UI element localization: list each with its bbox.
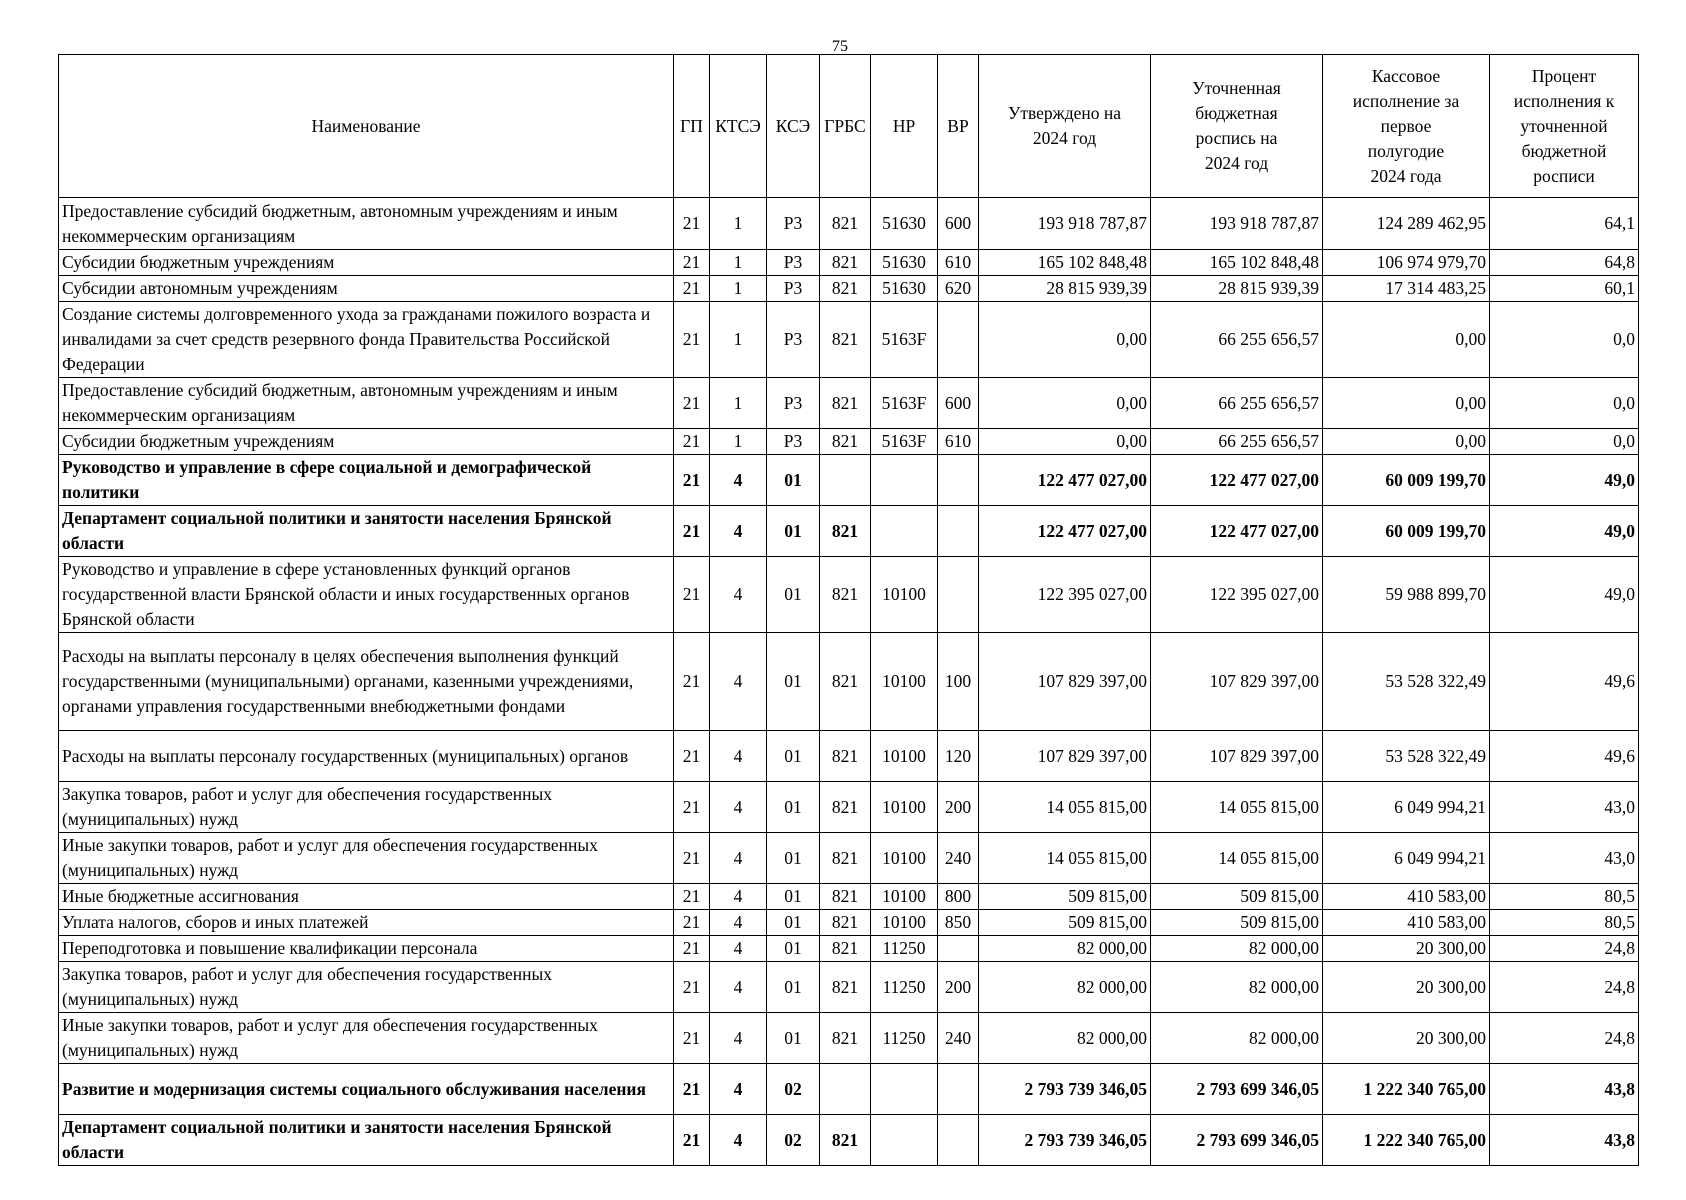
cell-refined: 193 918 787,87 (1151, 198, 1323, 250)
cell-grbs: 821 (820, 557, 871, 633)
cell-percent: 43,0 (1490, 782, 1639, 833)
cell-cash: 20 300,00 (1323, 1013, 1490, 1064)
cell-gp: 21 (674, 276, 710, 302)
header-refined: Уточненная бюджетная роспись на 2024 год (1151, 55, 1323, 198)
table-row (59, 557, 1639, 633)
cell-gp: 21 (674, 378, 710, 429)
cell-grbs: 821 (820, 910, 871, 936)
cell-approved: 509 815,00 (979, 910, 1151, 936)
cell-cash: 124 289 462,95 (1323, 198, 1490, 250)
cell-vr (938, 455, 979, 506)
cell-percent: 0,0 (1490, 302, 1639, 378)
cell-cash: 53 528 322,49 (1323, 731, 1490, 782)
cell-vr (938, 1064, 979, 1115)
cell-gp: 21 (674, 557, 710, 633)
cell-kse: 01 (767, 910, 820, 936)
cell-nr: 10100 (871, 557, 938, 633)
cell-percent: 60,1 (1490, 276, 1639, 302)
cell-gp: 21 (674, 633, 710, 731)
cell-percent: 49,6 (1490, 633, 1639, 731)
cell-kse: Р3 (767, 276, 820, 302)
cell-kse: 02 (767, 1115, 820, 1166)
cell-cash: 53 528 322,49 (1323, 633, 1490, 731)
cell-refined: 122 395 027,00 (1151, 557, 1323, 633)
header-approved: Утверждено на 2024 год (979, 55, 1151, 198)
cell-percent: 64,1 (1490, 198, 1639, 250)
cell-ktse: 1 (710, 378, 767, 429)
cell-name: Департамент социальной политики и занятости населения Брянской области (59, 1115, 674, 1166)
cell-nr: 10100 (871, 731, 938, 782)
cell-nr: 10100 (871, 884, 938, 910)
page-number: 75 (832, 38, 848, 55)
cell-ktse: 4 (710, 557, 767, 633)
cell-nr (871, 506, 938, 557)
cell-kse: Р3 (767, 250, 820, 276)
cell-kse: Р3 (767, 302, 820, 378)
cell-name: Расходы на выплаты персоналу в целях обеспечения выполнения функций государственными (муниципальными) органами, казенными учреждениями, органами управления государственными внебюджетными фондами (59, 633, 674, 731)
cell-kse: Р3 (767, 429, 820, 455)
cell-name: Предоставление субсидий бюджетным, автономным учреждениям и иным некоммерческим организациям (59, 198, 674, 250)
cell-ktse: 4 (710, 1013, 767, 1064)
cell-vr (938, 302, 979, 378)
cell-nr: 10100 (871, 833, 938, 884)
cell-gp: 21 (674, 962, 710, 1013)
table-row (59, 1115, 1639, 1166)
cell-cash: 6 049 994,21 (1323, 833, 1490, 884)
cell-vr (938, 1115, 979, 1166)
cell-grbs (820, 1064, 871, 1115)
cell-approved: 2 793 739 346,05 (979, 1064, 1151, 1115)
cell-name: Руководство и управление в сфере социальной и демографической политики (59, 455, 674, 506)
cell-name: Закупка товаров, работ и услуг для обеспечения государственных (муниципальных) нужд (59, 962, 674, 1013)
cell-gp: 21 (674, 936, 710, 962)
cell-refined: 28 815 939,39 (1151, 276, 1323, 302)
cell-ktse: 4 (710, 962, 767, 1013)
table-row (59, 1013, 1639, 1064)
cell-vr: 100 (938, 633, 979, 731)
cell-approved: 122 395 027,00 (979, 557, 1151, 633)
cell-cash: 106 974 979,70 (1323, 250, 1490, 276)
cell-approved: 82 000,00 (979, 962, 1151, 1013)
cell-vr: 120 (938, 731, 979, 782)
cell-ktse: 4 (710, 782, 767, 833)
cell-ktse: 1 (710, 429, 767, 455)
cell-refined: 122 477 027,00 (1151, 506, 1323, 557)
header-percent: Процент исполнения к уточненной бюджетной росписи (1490, 55, 1639, 198)
cell-grbs: 821 (820, 1013, 871, 1064)
cell-ktse: 1 (710, 302, 767, 378)
cell-approved: 82 000,00 (979, 936, 1151, 962)
cell-percent: 24,8 (1490, 1013, 1639, 1064)
cell-ktse: 4 (710, 506, 767, 557)
cell-nr (871, 1064, 938, 1115)
cell-cash: 6 049 994,21 (1323, 782, 1490, 833)
table-row (59, 276, 1639, 302)
table-row (59, 198, 1639, 250)
header-name: Наименование (59, 55, 674, 198)
cell-grbs: 821 (820, 506, 871, 557)
cell-nr: 10100 (871, 910, 938, 936)
cell-name: Предоставление субсидий бюджетным, автономным учреждениям и иным некоммерческим организациям (59, 378, 674, 429)
cell-cash: 1 222 340 765,00 (1323, 1115, 1490, 1166)
cell-nr (871, 1115, 938, 1166)
cell-vr (938, 557, 979, 633)
cell-name: Закупка товаров, работ и услуг для обеспечения государственных (муниципальных) нужд (59, 782, 674, 833)
cell-vr: 240 (938, 833, 979, 884)
cell-kse: 01 (767, 557, 820, 633)
cell-nr: 51630 (871, 198, 938, 250)
cell-percent: 0,0 (1490, 378, 1639, 429)
cell-grbs (820, 455, 871, 506)
table-row (59, 506, 1639, 557)
cell-nr: 51630 (871, 250, 938, 276)
cell-nr: 11250 (871, 936, 938, 962)
cell-percent: 49,0 (1490, 455, 1639, 506)
cell-refined: 165 102 848,48 (1151, 250, 1323, 276)
cell-refined: 107 829 397,00 (1151, 731, 1323, 782)
cell-vr (938, 936, 979, 962)
cell-kse: 01 (767, 1013, 820, 1064)
cell-grbs: 821 (820, 198, 871, 250)
table-row (59, 378, 1639, 429)
cell-ktse: 4 (710, 1115, 767, 1166)
cell-gp: 21 (674, 455, 710, 506)
header-cash: Кассовое исполнение за первое полугодие 2024 года (1323, 55, 1490, 198)
cell-nr: 10100 (871, 633, 938, 731)
cell-vr: 600 (938, 378, 979, 429)
header-ktse: КТСЭ (710, 55, 767, 198)
cell-grbs: 821 (820, 884, 871, 910)
cell-approved: 122 477 027,00 (979, 455, 1151, 506)
cell-ktse: 4 (710, 910, 767, 936)
cell-approved: 0,00 (979, 429, 1151, 455)
cell-gp: 21 (674, 250, 710, 276)
table-row (59, 936, 1639, 962)
cell-nr: 5163F (871, 302, 938, 378)
cell-cash: 410 583,00 (1323, 884, 1490, 910)
cell-refined: 14 055 815,00 (1151, 782, 1323, 833)
cell-cash: 0,00 (1323, 302, 1490, 378)
cell-gp: 21 (674, 1115, 710, 1166)
cell-percent: 64,8 (1490, 250, 1639, 276)
cell-refined: 82 000,00 (1151, 936, 1323, 962)
cell-gp: 21 (674, 1013, 710, 1064)
cell-nr (871, 455, 938, 506)
cell-grbs: 821 (820, 250, 871, 276)
cell-grbs: 821 (820, 633, 871, 731)
table-row (59, 633, 1639, 731)
cell-kse: 01 (767, 962, 820, 1013)
cell-kse: 02 (767, 1064, 820, 1115)
cell-ktse: 4 (710, 936, 767, 962)
cell-percent: 43,8 (1490, 1115, 1639, 1166)
cell-gp: 21 (674, 302, 710, 378)
cell-percent: 80,5 (1490, 910, 1639, 936)
cell-vr: 800 (938, 884, 979, 910)
cell-vr: 600 (938, 198, 979, 250)
cell-cash: 60 009 199,70 (1323, 506, 1490, 557)
cell-name: Переподготовка и повышение квалификации персонала (59, 936, 674, 962)
cell-gp: 21 (674, 782, 710, 833)
cell-grbs: 821 (820, 378, 871, 429)
cell-kse: 01 (767, 833, 820, 884)
cell-approved: 28 815 939,39 (979, 276, 1151, 302)
table-row (59, 250, 1639, 276)
cell-refined: 122 477 027,00 (1151, 455, 1323, 506)
cell-refined: 14 055 815,00 (1151, 833, 1323, 884)
cell-grbs: 821 (820, 302, 871, 378)
cell-ktse: 4 (710, 731, 767, 782)
cell-cash: 60 009 199,70 (1323, 455, 1490, 506)
cell-percent: 49,0 (1490, 506, 1639, 557)
cell-approved: 193 918 787,87 (979, 198, 1151, 250)
header-nr: НР (871, 55, 938, 198)
cell-kse: 01 (767, 884, 820, 910)
cell-ktse: 4 (710, 884, 767, 910)
cell-kse: 01 (767, 731, 820, 782)
cell-vr: 240 (938, 1013, 979, 1064)
table-row (59, 429, 1639, 455)
budget-table (58, 54, 1639, 1166)
table-row (59, 962, 1639, 1013)
table-row (59, 884, 1639, 910)
cell-grbs: 821 (820, 276, 871, 302)
cell-cash: 17 314 483,25 (1323, 276, 1490, 302)
cell-kse: Р3 (767, 198, 820, 250)
cell-name: Иные бюджетные ассигнования (59, 884, 674, 910)
cell-cash: 20 300,00 (1323, 936, 1490, 962)
table-row (59, 1064, 1639, 1115)
cell-gp: 21 (674, 429, 710, 455)
cell-gp: 21 (674, 884, 710, 910)
cell-cash: 0,00 (1323, 429, 1490, 455)
cell-nr: 10100 (871, 782, 938, 833)
cell-vr: 610 (938, 429, 979, 455)
cell-refined: 509 815,00 (1151, 884, 1323, 910)
cell-approved: 0,00 (979, 302, 1151, 378)
cell-ktse: 1 (710, 198, 767, 250)
cell-gp: 21 (674, 198, 710, 250)
cell-cash: 410 583,00 (1323, 910, 1490, 936)
cell-kse: 01 (767, 936, 820, 962)
table-row (59, 302, 1639, 378)
cell-approved: 107 829 397,00 (979, 731, 1151, 782)
table-row (59, 731, 1639, 782)
cell-nr: 51630 (871, 276, 938, 302)
cell-percent: 43,8 (1490, 1064, 1639, 1115)
cell-approved: 14 055 815,00 (979, 833, 1151, 884)
cell-grbs: 821 (820, 833, 871, 884)
table-header-row (59, 55, 1639, 198)
cell-grbs: 821 (820, 1115, 871, 1166)
header-gp: ГП (674, 55, 710, 198)
cell-name: Развитие и модернизация системы социального обслуживания населения (59, 1064, 674, 1115)
cell-approved: 122 477 027,00 (979, 506, 1151, 557)
cell-name: Иные закупки товаров, работ и услуг для обеспечения государственных (муниципальных) нужд (59, 833, 674, 884)
cell-gp: 21 (674, 731, 710, 782)
cell-approved: 82 000,00 (979, 1013, 1151, 1064)
cell-grbs: 821 (820, 962, 871, 1013)
cell-vr: 850 (938, 910, 979, 936)
cell-grbs: 821 (820, 782, 871, 833)
cell-gp: 21 (674, 1064, 710, 1115)
cell-refined: 66 255 656,57 (1151, 429, 1323, 455)
cell-approved: 165 102 848,48 (979, 250, 1151, 276)
cell-ktse: 4 (710, 833, 767, 884)
cell-ktse: 1 (710, 276, 767, 302)
cell-approved: 2 793 739 346,05 (979, 1115, 1151, 1166)
table-row (59, 455, 1639, 506)
cell-grbs: 821 (820, 429, 871, 455)
cell-percent: 43,0 (1490, 833, 1639, 884)
cell-vr: 200 (938, 962, 979, 1013)
cell-cash: 59 988 899,70 (1323, 557, 1490, 633)
header-grbs: ГРБС (820, 55, 871, 198)
cell-grbs: 821 (820, 936, 871, 962)
cell-gp: 21 (674, 910, 710, 936)
cell-name: Создание системы долговременного ухода за гражданами пожилого возраста и инвалидами за счет средств резервного фонда Правительства Российской Федерации (59, 302, 674, 378)
cell-kse: Р3 (767, 378, 820, 429)
cell-nr: 11250 (871, 962, 938, 1013)
cell-refined: 66 255 656,57 (1151, 302, 1323, 378)
cell-refined: 2 793 699 346,05 (1151, 1064, 1323, 1115)
cell-vr (938, 506, 979, 557)
cell-percent: 49,0 (1490, 557, 1639, 633)
cell-kse: 01 (767, 455, 820, 506)
cell-name: Расходы на выплаты персоналу государственных (муниципальных) органов (59, 731, 674, 782)
cell-refined: 66 255 656,57 (1151, 378, 1323, 429)
cell-percent: 80,5 (1490, 884, 1639, 910)
cell-kse: 01 (767, 506, 820, 557)
cell-approved: 0,00 (979, 378, 1151, 429)
cell-ktse: 4 (710, 455, 767, 506)
cell-cash: 0,00 (1323, 378, 1490, 429)
cell-name: Руководство и управление в сфере установленных функций органов государственной власти Брянской области и иных государственных органов Брянской области (59, 557, 674, 633)
cell-cash: 1 222 340 765,00 (1323, 1064, 1490, 1115)
cell-name: Департамент социальной политики и занятости населения Брянской области (59, 506, 674, 557)
cell-ktse: 1 (710, 250, 767, 276)
header-vr: ВР (938, 55, 979, 198)
cell-ktse: 4 (710, 1064, 767, 1115)
cell-refined: 82 000,00 (1151, 1013, 1323, 1064)
cell-nr: 5163F (871, 378, 938, 429)
table-row (59, 910, 1639, 936)
cell-grbs: 821 (820, 731, 871, 782)
cell-percent: 49,6 (1490, 731, 1639, 782)
cell-name: Иные закупки товаров, работ и услуг для обеспечения государственных (муниципальных) нужд (59, 1013, 674, 1064)
cell-approved: 14 055 815,00 (979, 782, 1151, 833)
cell-vr: 200 (938, 782, 979, 833)
cell-refined: 509 815,00 (1151, 910, 1323, 936)
cell-ktse: 4 (710, 633, 767, 731)
cell-percent: 0,0 (1490, 429, 1639, 455)
cell-cash: 20 300,00 (1323, 962, 1490, 1013)
cell-gp: 21 (674, 506, 710, 557)
cell-refined: 2 793 699 346,05 (1151, 1115, 1323, 1166)
cell-nr: 5163F (871, 429, 938, 455)
cell-kse: 01 (767, 782, 820, 833)
cell-percent: 24,8 (1490, 936, 1639, 962)
cell-gp: 21 (674, 833, 710, 884)
cell-name: Субсидии автономным учреждениям (59, 276, 674, 302)
cell-percent: 24,8 (1490, 962, 1639, 1013)
cell-name: Субсидии бюджетным учреждениям (59, 250, 674, 276)
header-kse: КСЭ (767, 55, 820, 198)
cell-name: Субсидии бюджетным учреждениям (59, 429, 674, 455)
cell-vr: 620 (938, 276, 979, 302)
cell-kse: 01 (767, 633, 820, 731)
table-row (59, 782, 1639, 833)
cell-vr: 610 (938, 250, 979, 276)
cell-name: Уплата налогов, сборов и иных платежей (59, 910, 674, 936)
table-row (59, 833, 1639, 884)
cell-approved: 107 829 397,00 (979, 633, 1151, 731)
cell-refined: 82 000,00 (1151, 962, 1323, 1013)
cell-nr: 11250 (871, 1013, 938, 1064)
cell-refined: 107 829 397,00 (1151, 633, 1323, 731)
cell-approved: 509 815,00 (979, 884, 1151, 910)
